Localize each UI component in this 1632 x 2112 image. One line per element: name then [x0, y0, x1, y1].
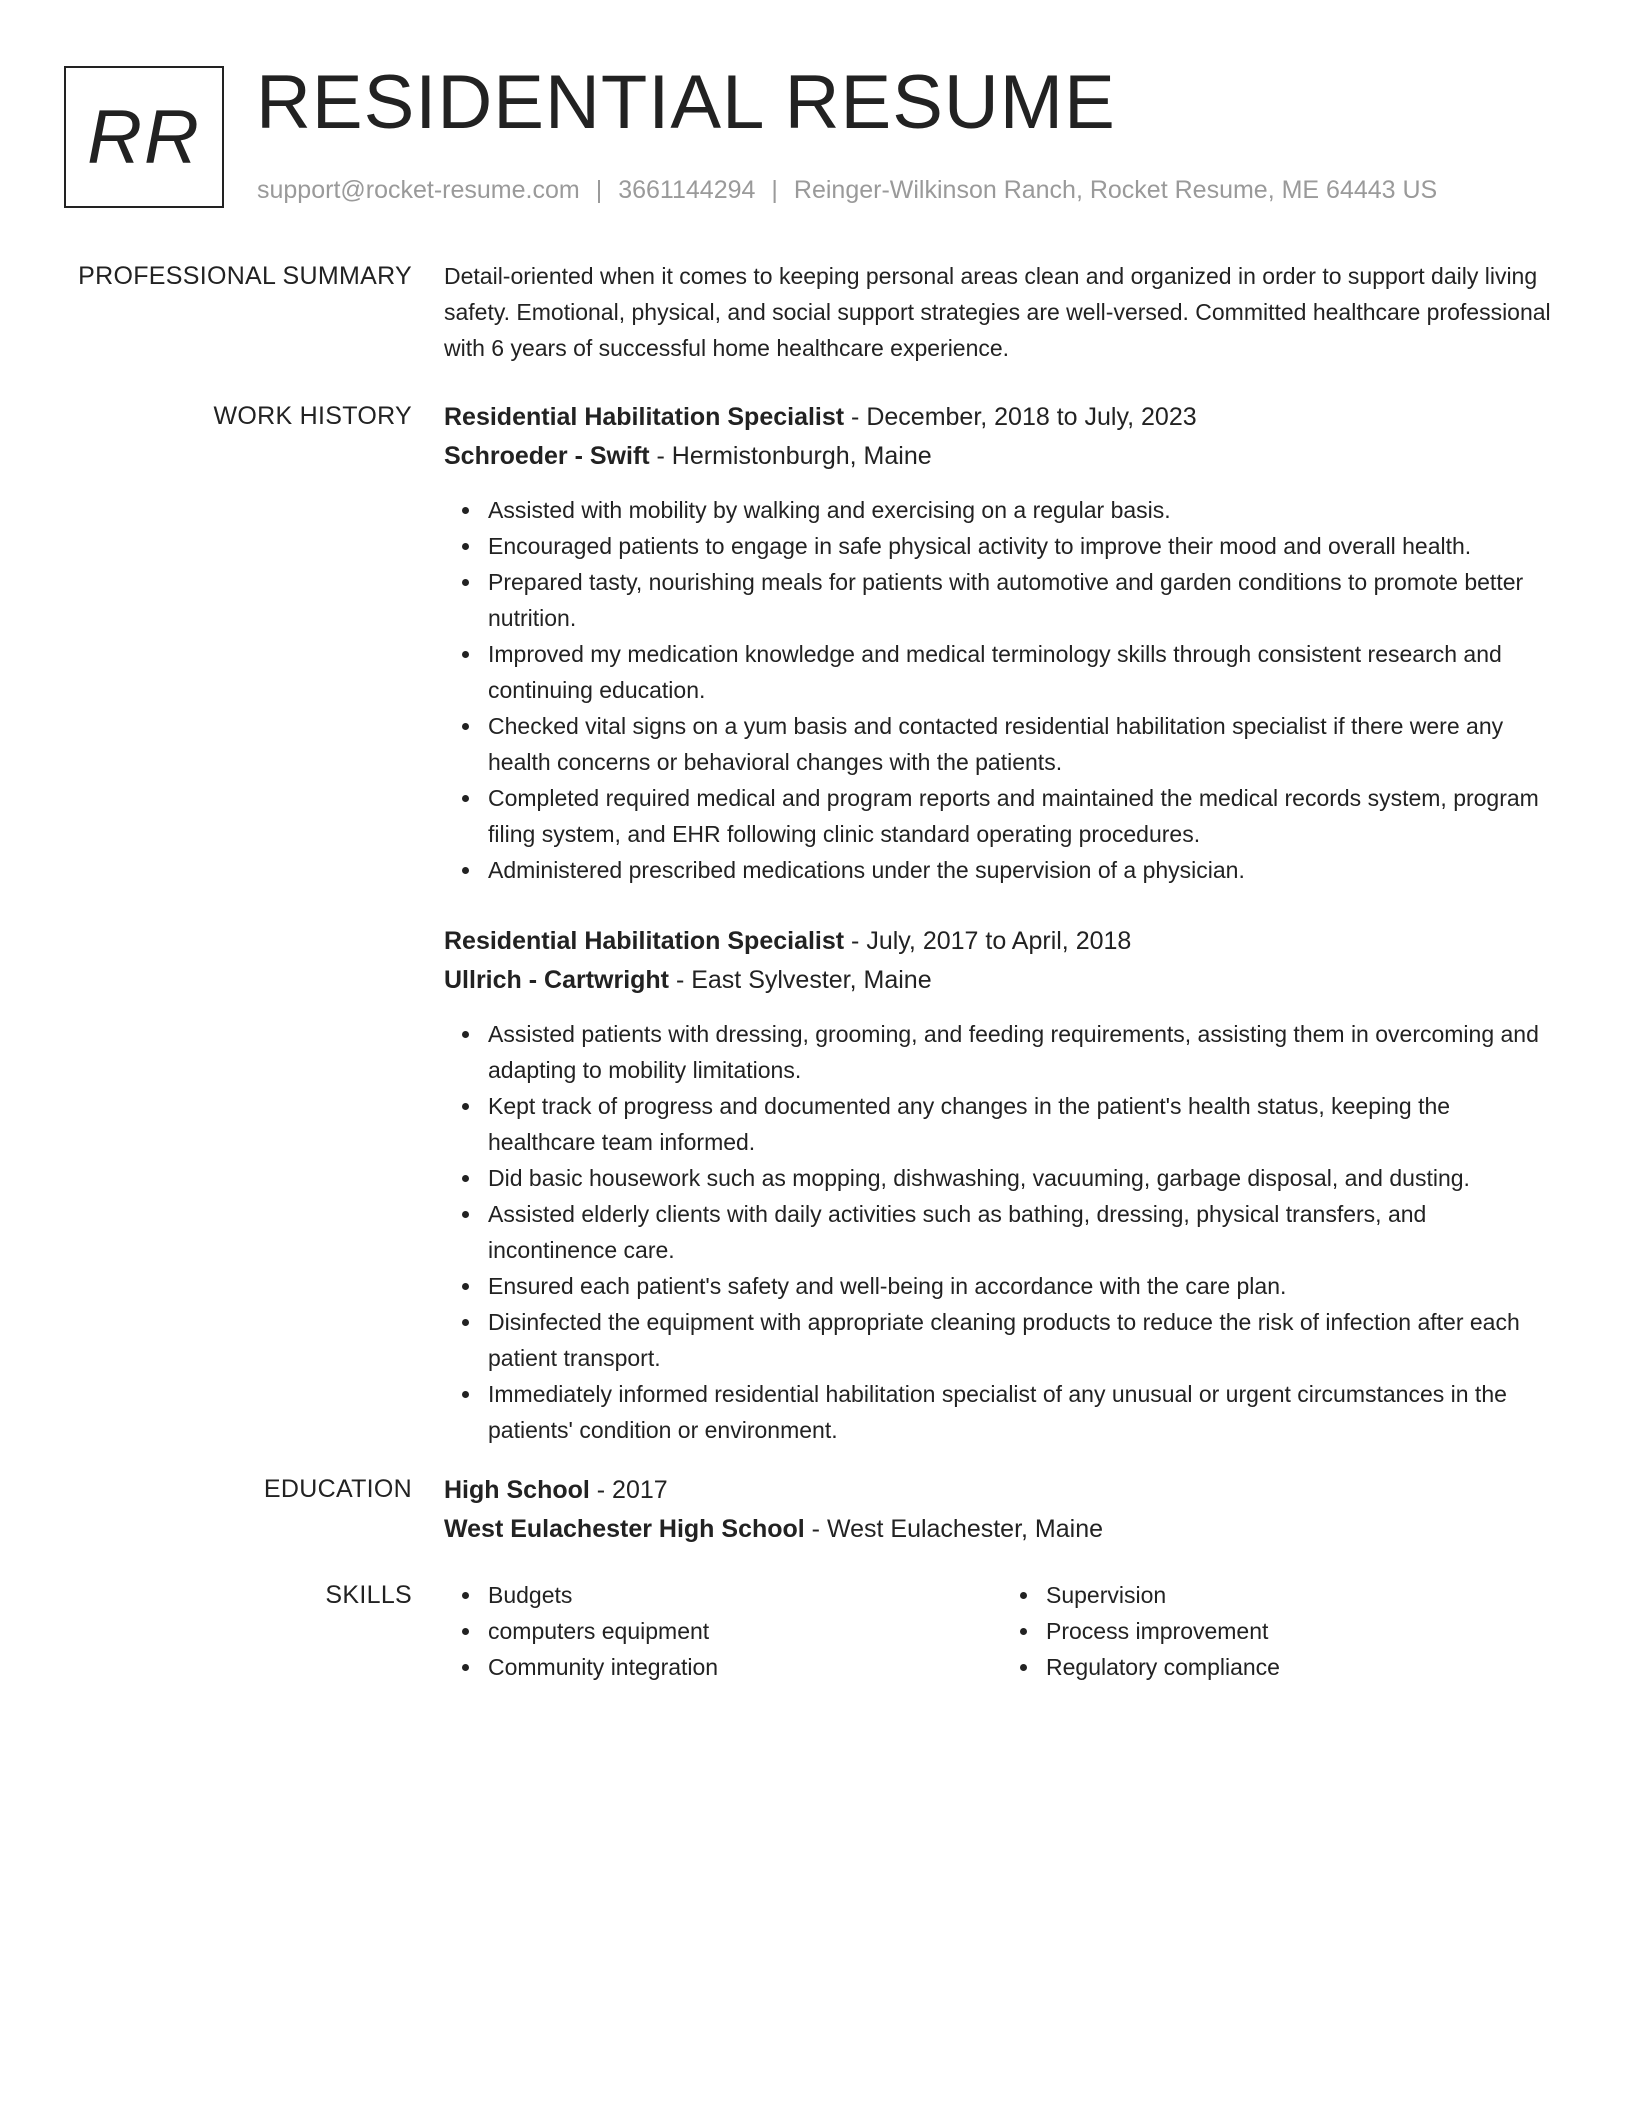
- section-title-education: EDUCATION: [263, 1475, 412, 1503]
- contact-separator: |: [595, 176, 603, 204]
- job-bullet: Did basic housework such as mopping, dishwashing, vacuuming, garbage disposal, and dusting.: [488, 1160, 1560, 1196]
- skills-list-right: [1002, 1577, 1560, 1685]
- job-bullet: Kept track of progress and documented any changes in the patient's health status, keeping the healthcare team informed.: [488, 1088, 1560, 1160]
- education-school-line: [444, 1510, 1560, 1549]
- skills-grid: [444, 1577, 1560, 1685]
- job-bullet: Immediately informed residential habilitation specialist of any unusual or urgent circumstances in the patients' condition or environment.: [488, 1376, 1560, 1448]
- job-company-line: [444, 961, 1560, 1000]
- job-bullet: Ensured each patient's safety and well-being in accordance with the care plan.: [488, 1268, 1560, 1304]
- job-company-line: [444, 437, 1560, 476]
- job-dates: - December, 2018 to July, 2023: [844, 403, 1197, 431]
- job-company: Schroeder - Swift: [444, 442, 650, 470]
- section-title-work-history: WORK HISTORY: [213, 402, 412, 430]
- education-school: West Eulachester High School: [444, 1515, 805, 1543]
- job-bullet: Checked vital signs on a yum basis and contacted residential habilitation specialist if there were any health concerns or behavioral changes with the patients.: [488, 708, 1560, 780]
- job-entry: [444, 922, 1560, 1448]
- contact-address: Reinger-Wilkinson Ranch, Rocket Resume, ME 64443 US: [793, 176, 1438, 204]
- job-bullet: Completed required medical and program reports and maintained the medical records system, program filing system, and EHR following clinic standard operating procedures.: [488, 780, 1560, 852]
- job-title-line: [444, 922, 1560, 961]
- skill-item: Supervision: [1046, 1577, 1560, 1613]
- resume-name: RESIDENTIAL RESUME: [256, 60, 1116, 145]
- education-degree-line: [444, 1471, 1560, 1510]
- skills-body: [444, 1577, 1560, 1685]
- job-bullet: Encouraged patients to engage in safe physical activity to improve their mood and overall health.: [488, 528, 1560, 564]
- education-year: - 2017: [589, 1476, 668, 1504]
- summary-body: [444, 258, 1560, 366]
- job-location: - East Sylvester, Maine: [669, 966, 932, 994]
- job-bullet: Assisted elderly clients with daily activities such as bathing, dressing, physical transfers, and incontinence care.: [488, 1196, 1560, 1268]
- job-bullet: Improved my medication knowledge and medical terminology skills through consistent research and continuing education.: [488, 636, 1560, 708]
- skill-item: Community integration: [488, 1649, 1002, 1685]
- skill-item: Regulatory compliance: [1046, 1649, 1560, 1685]
- job-dates: - July, 2017 to April, 2018: [844, 927, 1132, 955]
- job-bullet: Prepared tasty, nourishing meals for patients with automotive and garden conditions to promote better nutrition.: [488, 564, 1560, 636]
- job-bullet: Assisted with mobility by walking and exercising on a regular basis.: [488, 492, 1560, 528]
- monogram-box: [64, 66, 224, 208]
- work-history-body: [444, 398, 1560, 1448]
- education-degree: High School: [444, 1476, 590, 1504]
- job-bullets: [444, 492, 1560, 888]
- job-bullet: Administered prescribed medications under the supervision of a physician.: [488, 852, 1560, 888]
- contact-phone: 3661144294: [618, 176, 756, 204]
- job-bullets: [444, 1016, 1560, 1448]
- job-title-line: [444, 398, 1560, 437]
- monogram-initials: RR: [87, 94, 201, 180]
- contact-separator: |: [771, 176, 778, 204]
- skill-item: computers equipment: [488, 1613, 1002, 1649]
- job-company: Ullrich - Cartwright: [444, 966, 670, 994]
- education-body: [444, 1471, 1560, 1549]
- skills-list-left: [444, 1577, 1002, 1685]
- section-title-skills: SKILLS: [325, 1581, 412, 1609]
- job-bullet: Assisted patients with dressing, grooming, and feeding requirements, assisting them in overcoming and adapting to mobility limitations.: [488, 1016, 1560, 1088]
- contact-email: support@rocket-resume.com: [257, 176, 580, 204]
- contact-line: [257, 173, 1437, 207]
- job-entry: [444, 398, 1560, 888]
- skill-item: Process improvement: [1046, 1613, 1560, 1649]
- job-bullet: Disinfected the equipment with appropriate cleaning products to reduce the risk of infection after each patient transport.: [488, 1304, 1560, 1376]
- section-title-summary: PROFESSIONAL SUMMARY: [78, 262, 412, 290]
- job-role: Residential Habilitation Specialist: [444, 927, 845, 955]
- job-location: - Hermistonburgh, Maine: [649, 442, 932, 470]
- education-location: - West Eulachester, Maine: [804, 1515, 1104, 1543]
- skill-item: Budgets: [488, 1577, 1002, 1613]
- job-role: Residential Habilitation Specialist: [444, 403, 845, 431]
- summary-text: Detail-oriented when it comes to keeping personal areas clean and organized in order to support daily living safety. Emotional, physical, and social support strategies are well-versed. Committed healthcare professional with 6 years of successful home healthcare experience.: [444, 263, 1551, 361]
